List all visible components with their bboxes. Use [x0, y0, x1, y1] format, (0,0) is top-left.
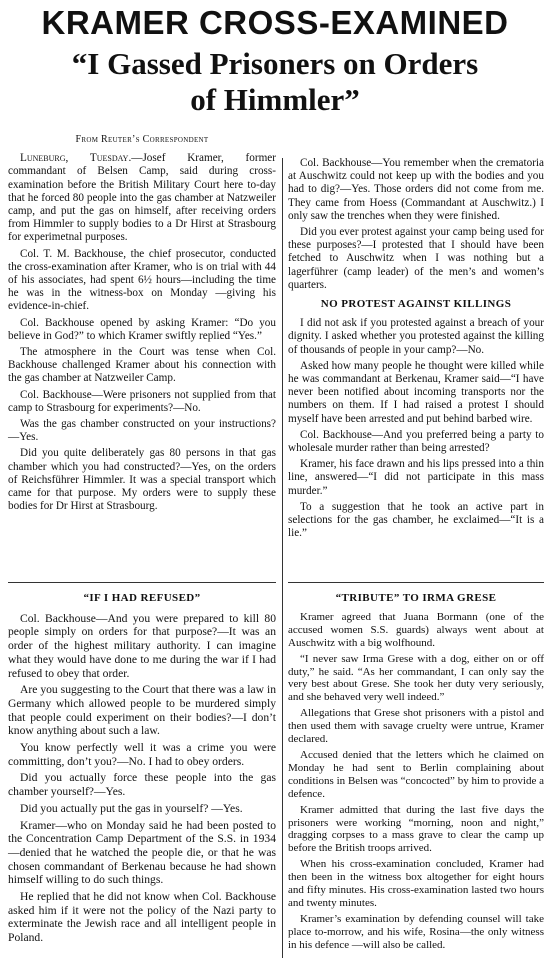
crosshead-tribute-irma-grese: “TRIBUTE” TO IRMA GRESE — [335, 592, 497, 604]
paragraph: The atmosphere in the Court was tense when Col. Backhouse challenged Kramer about his connection with the gas chamber at Natzweiler Camp. — [8, 346, 276, 385]
subheadline — [40, 46, 510, 118]
left-column — [8, 133, 276, 516]
subheadline-line-1: “I Gassed Prisoners on Orders — [71, 46, 479, 81]
paragraph: You know perfectly well it was a crime you were committing, don’t you?—No. I had to obey orders. — [8, 741, 276, 768]
paragraph: Did you actually put the gas in yourself? —Yes. — [20, 801, 243, 815]
left-section-rule — [8, 582, 276, 583]
paragraph: Accused denied that the letters which he claimed on Monday he had sent to Berlin complaining about conditions in Belsen was “concocted” by him to provide a defence. — [288, 748, 544, 800]
paragraph: Did you actually force these people into the gas chamber yourself?—Yes. — [8, 771, 276, 799]
paragraph: He replied that he did not know when Col. Backhouse asked him if it were not the policy of the Nazi party to exterminate the Jewish race and all intelligent people in Poland. — [8, 890, 276, 945]
paragraph: “I never saw Irma Grese with a dog, either on or off duty,” he said. “As her commandant, I can only say the very best about Grese. She took her duty very seriously, and she behaved very well indeed.” — [288, 652, 544, 704]
paragraph: Allegations that Grese shot prisoners with a pistol and then used them with savage cruelty were untrue, Kramer declared. — [288, 707, 544, 746]
paragraph — [8, 152, 276, 244]
paragraph: Col. Backhouse opened by asking Kramer: “Do you believe in God?” to which Kramer swiftly replied “Yes.” — [8, 316, 276, 342]
paragraph: Asked how many people he thought were killed while he was commandant at Berkenau, Kramer said—“I have never been notified about incoming transports nor the numbers on them. If I had raised a protest I should myself have been arrested and put behind barbed wire. — [288, 359, 544, 425]
paragraph: To a suggestion that he took an active part in selections for the gas chamber, he exclaimed—“It is a lie.” — [288, 500, 544, 540]
crosshead-no-protest: NO PROTEST AGAINST KILLINGS — [320, 298, 512, 311]
left-column-lower — [8, 586, 276, 948]
paragraph: When his cross-examination concluded, Kramer had then been in the witness box altogether for eight hours and fifty minutes. His cross-examination lasted two hours and twenty minutes. — [288, 858, 544, 909]
paragraph: Kramer—who on Monday said he had been posted to the Concentration Camp Department of the S.S. in 1934—denied that he watched the people die, or that he was chosen commandant of Berkenau because he had shown himself willing to do such things. — [8, 818, 276, 887]
crosshead-if-i-had-refused: “IF I HAD REFUSED” — [83, 592, 201, 604]
dateline: Luneburg, Tuesday. — [20, 152, 132, 165]
paragraph: Kramer admitted that during the last five days the prisoners were working “morning, noon and night,” dragging corpses to a mass grave to clear the camp up before the British troops arrived. — [288, 803, 544, 855]
paragraph: Did you ever protest against your camp being used for these purposes?—I protested that I should have been fetched to Auschwitz when I was nothing but a lagerführer (camp leader) of the men’s and women’s quarters. — [288, 226, 544, 291]
paragraph: Did you quite deliberately gas 80 persons in that gas chamber which you had constructed?—Yes, on the orders of Reichsführer Himmler. It was a special transport which came for that purpose. My orders were to supply these bodies for Dr Hirst at Strasbourg. — [8, 447, 276, 513]
paragraph: Are you suggesting to the Court that there was a law in Germany which allowed people to be murdered simply that people could experiment on their bodies?—I don’t know anything about such a law. — [8, 683, 276, 738]
subheadline-line-2: of Himmler” — [190, 82, 360, 117]
right-column-lower — [288, 586, 544, 955]
right-section-rule — [288, 582, 544, 583]
paragraph: Col. Backhouse—Were prisoners not supplied from that camp to Strasbourg for experiments?—No. — [8, 388, 276, 414]
left-top-paragraphs — [8, 152, 276, 513]
right-column — [288, 157, 544, 543]
paragraph: Was the gas chamber constructed on your instructions?—Yes. — [8, 418, 276, 444]
paragraph: Col. T. M. Backhouse, the chief prosecutor, conducted the cross-examination after Kramer, who is on trial with 44 of his associates, had spent 6½ hours—including the time he was in the witness-box on Monday —giving his evidence-in-chief. — [8, 247, 276, 313]
headline: KRAMER CROSS-EXAMINED — [41, 4, 509, 41]
byline-text: From Reuter’s Correspondent — [75, 134, 209, 145]
paragraph-text: —Josef Kramer, former commandant of Belsen Camp, said during cross-examination before the British Military Court here to-day that he forced 80 people into the gas chamber at Natzweiler camp, and put the gas on himself, after receiving orders from Himmler to supply bodies to a Dr Hirst at Strasbourg for experimetnal purposes. — [8, 152, 276, 244]
paragraph: Kramer agreed that Juana Bormann (one of the accused women S.S. guards) always went about at Auschwitz with a big wolfhound. — [288, 610, 544, 649]
byline — [8, 133, 276, 146]
paragraph: Col. Backhouse—You remember when the crematoria at Auschwitz could not keep up with the bodies and you had to dig?—Yes. Those orders did not come from me. They came from Hoess (Commandant at Auschwitz.) I only saw the trenches when they were finished. — [288, 157, 544, 222]
column-rule — [282, 158, 283, 958]
paragraph: Col. Backhouse—And you preferred being a party to wholesale murder rather than being arrested? — [288, 428, 544, 455]
paragraph: Kramer, his face drawn and his lips pressed into a thin line, answered—“I did not participate in this mass murder.” — [288, 458, 544, 497]
paragraph: Col. Backhouse—And you were prepared to kill 80 people simply on orders for that purpose?—It was an order of the highest military authority. I can imagine what they would have done to me during the war if I had refused to obey that order. — [8, 611, 276, 680]
paragraph: I did not ask if you protested against a breach of your dignity. I asked whether you protested against the killing of thousands of people in your camp?—No. — [288, 317, 544, 356]
paragraph: Kramer’s examination by defending counsel will take place to-morrow, and his wife, Rosina—the only witness in his defence —will also be called. — [288, 912, 544, 951]
